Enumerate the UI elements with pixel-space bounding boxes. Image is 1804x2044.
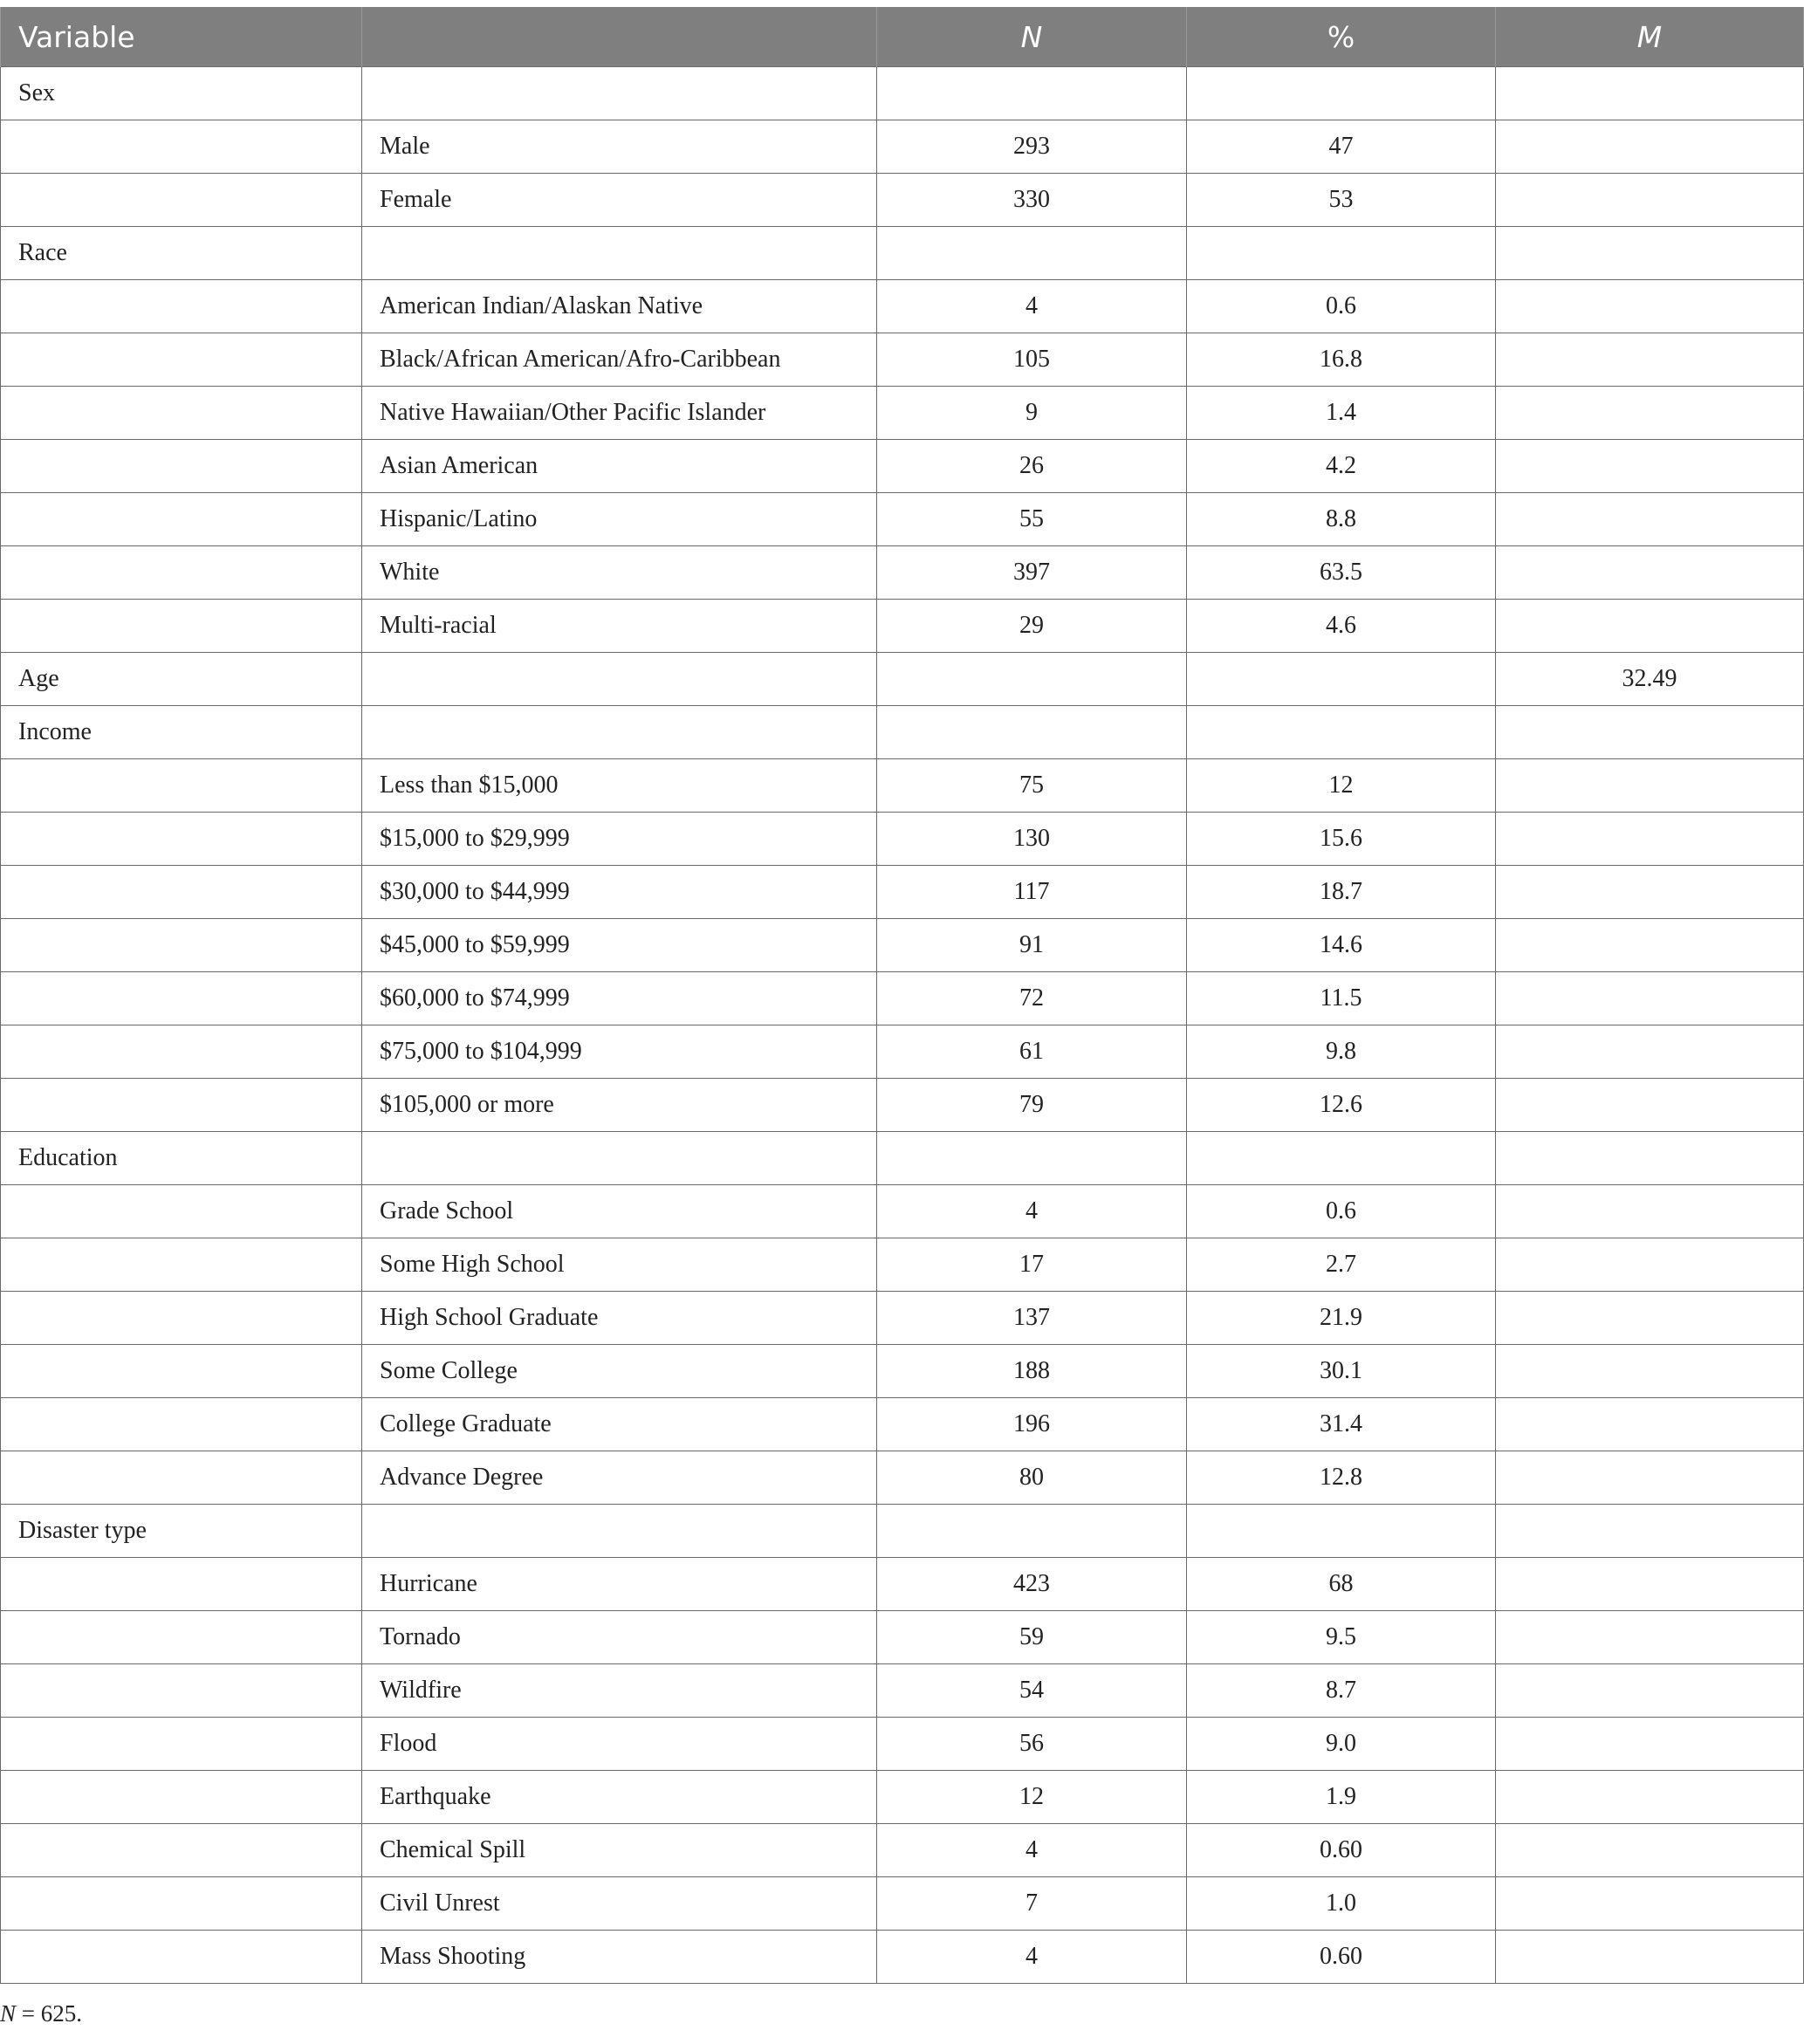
cell-percent: 8.7	[1187, 1664, 1496, 1718]
cell-percent: 30.1	[1187, 1345, 1496, 1398]
cell-percent	[1187, 653, 1496, 706]
table-row	[1, 174, 1804, 227]
cell-n: 55	[877, 493, 1187, 546]
cell-variable	[1, 440, 362, 493]
cell-percent: 12.8	[1187, 1451, 1496, 1505]
table-row	[1, 67, 1804, 120]
cell-n: 75	[877, 759, 1187, 813]
cell-mean	[1496, 1025, 1804, 1079]
cell-subcategory: $45,000 to $59,999	[362, 919, 877, 972]
table-row	[1, 1718, 1804, 1771]
cell-mean	[1496, 1558, 1804, 1611]
cell-subcategory: Hurricane	[362, 1558, 877, 1611]
table-row	[1, 1185, 1804, 1238]
cell-subcategory: Flood	[362, 1718, 877, 1771]
cell-mean	[1496, 1292, 1804, 1345]
cell-percent: 12	[1187, 759, 1496, 813]
cell-percent: 0.6	[1187, 280, 1496, 333]
cell-percent: 14.6	[1187, 919, 1496, 972]
cell-variable	[1, 866, 362, 919]
table-row	[1, 1132, 1804, 1185]
demographics-table	[0, 7, 1804, 1984]
cell-percent: 0.60	[1187, 1931, 1496, 1984]
cell-percent: 15.6	[1187, 813, 1496, 866]
cell-mean	[1496, 706, 1804, 759]
cell-mean	[1496, 1132, 1804, 1185]
cell-variable	[1, 546, 362, 600]
cell-variable	[1, 1398, 362, 1451]
cell-subcategory: Female	[362, 174, 877, 227]
cell-subcategory: Civil Unrest	[362, 1877, 877, 1931]
cell-mean	[1496, 1238, 1804, 1292]
table-row	[1, 493, 1804, 546]
cell-percent: 12.6	[1187, 1079, 1496, 1132]
cell-mean	[1496, 280, 1804, 333]
table-row	[1, 653, 1804, 706]
cell-subcategory: Hispanic/Latino	[362, 493, 877, 546]
cell-mean	[1496, 1185, 1804, 1238]
cell-subcategory: Advance Degree	[362, 1451, 877, 1505]
cell-percent: 4.6	[1187, 600, 1496, 653]
cell-percent	[1187, 706, 1496, 759]
cell-variable	[1, 493, 362, 546]
cell-variable	[1, 120, 362, 174]
cell-variable	[1, 1025, 362, 1079]
cell-mean	[1496, 174, 1804, 227]
cell-subcategory: Tornado	[362, 1611, 877, 1664]
cell-variable	[1, 1877, 362, 1931]
table-row	[1, 866, 1804, 919]
header-row	[1, 7, 1804, 67]
cell-percent: 21.9	[1187, 1292, 1496, 1345]
cell-n	[877, 653, 1187, 706]
table-footnote	[0, 2000, 82, 2027]
cell-variable: Age	[1, 653, 362, 706]
table-row	[1, 1025, 1804, 1079]
table-row	[1, 1824, 1804, 1877]
cell-mean	[1496, 1824, 1804, 1877]
cell-subcategory: High School Graduate	[362, 1292, 877, 1345]
cell-variable	[1, 1824, 362, 1877]
table-header	[1, 7, 1804, 67]
cell-percent: 4.2	[1187, 440, 1496, 493]
demographics-table-container	[0, 7, 1803, 1984]
table-row	[1, 1451, 1804, 1505]
table-row	[1, 440, 1804, 493]
cell-n: 80	[877, 1451, 1187, 1505]
header-subcategory	[362, 7, 877, 67]
cell-subcategory: Black/African American/Afro-Caribbean	[362, 333, 877, 387]
table-row	[1, 1877, 1804, 1931]
cell-variable	[1, 1292, 362, 1345]
cell-n: 105	[877, 333, 1187, 387]
table-row	[1, 706, 1804, 759]
cell-n	[877, 227, 1187, 280]
cell-mean	[1496, 227, 1804, 280]
cell-n: 293	[877, 120, 1187, 174]
cell-subcategory: Asian American	[362, 440, 877, 493]
cell-n	[877, 1505, 1187, 1558]
cell-subcategory	[362, 1505, 877, 1558]
table-row	[1, 387, 1804, 440]
cell-mean	[1496, 866, 1804, 919]
cell-mean	[1496, 546, 1804, 600]
cell-mean	[1496, 1931, 1804, 1984]
cell-variable: Income	[1, 706, 362, 759]
cell-subcategory: Some College	[362, 1345, 877, 1398]
cell-subcategory: American Indian/Alaskan Native	[362, 280, 877, 333]
cell-variable	[1, 1079, 362, 1132]
cell-mean	[1496, 1664, 1804, 1718]
cell-subcategory: $75,000 to $104,999	[362, 1025, 877, 1079]
cell-variable	[1, 759, 362, 813]
cell-variable: Sex	[1, 67, 362, 120]
table-row	[1, 813, 1804, 866]
cell-subcategory	[362, 1132, 877, 1185]
table-row	[1, 1505, 1804, 1558]
cell-subcategory: Some High School	[362, 1238, 877, 1292]
cell-percent: 18.7	[1187, 866, 1496, 919]
cell-percent: 9.5	[1187, 1611, 1496, 1664]
cell-percent: 1.4	[1187, 387, 1496, 440]
cell-mean	[1496, 67, 1804, 120]
cell-variable	[1, 972, 362, 1025]
cell-percent: 68	[1187, 1558, 1496, 1611]
cell-variable	[1, 1451, 362, 1505]
table-row	[1, 227, 1804, 280]
table-row	[1, 972, 1804, 1025]
cell-n: 72	[877, 972, 1187, 1025]
table-row	[1, 1664, 1804, 1718]
cell-mean	[1496, 813, 1804, 866]
cell-mean	[1496, 919, 1804, 972]
cell-variable	[1, 280, 362, 333]
cell-variable	[1, 333, 362, 387]
table-row	[1, 546, 1804, 600]
cell-mean	[1496, 333, 1804, 387]
cell-mean	[1496, 1505, 1804, 1558]
cell-mean	[1496, 120, 1804, 174]
cell-n: 130	[877, 813, 1187, 866]
cell-subcategory: Grade School	[362, 1185, 877, 1238]
table-row	[1, 1398, 1804, 1451]
cell-percent: 0.60	[1187, 1824, 1496, 1877]
footnote-symbol: N	[0, 2000, 17, 2027]
cell-n: 117	[877, 866, 1187, 919]
cell-percent: 16.8	[1187, 333, 1496, 387]
cell-n: 12	[877, 1771, 1187, 1824]
cell-variable	[1, 1611, 362, 1664]
cell-mean	[1496, 387, 1804, 440]
cell-n: 91	[877, 919, 1187, 972]
cell-n: 4	[877, 1824, 1187, 1877]
header-variable: Variable	[1, 7, 362, 67]
cell-percent: 11.5	[1187, 972, 1496, 1025]
cell-subcategory	[362, 706, 877, 759]
cell-subcategory	[362, 653, 877, 706]
table-row	[1, 120, 1804, 174]
cell-n: 4	[877, 280, 1187, 333]
cell-n: 17	[877, 1238, 1187, 1292]
cell-variable	[1, 919, 362, 972]
cell-n: 7	[877, 1877, 1187, 1931]
cell-subcategory	[362, 227, 877, 280]
cell-variable	[1, 1771, 362, 1824]
table-row	[1, 919, 1804, 972]
cell-variable	[1, 1931, 362, 1984]
cell-variable	[1, 600, 362, 653]
cell-mean	[1496, 972, 1804, 1025]
cell-n: 26	[877, 440, 1187, 493]
cell-percent: 63.5	[1187, 546, 1496, 600]
table-row	[1, 333, 1804, 387]
cell-variable	[1, 1185, 362, 1238]
table-row	[1, 1931, 1804, 1984]
cell-subcategory: Wildfire	[362, 1664, 877, 1718]
cell-subcategory: $105,000 or more	[362, 1079, 877, 1132]
cell-n: 54	[877, 1664, 1187, 1718]
cell-mean	[1496, 1771, 1804, 1824]
cell-n: 61	[877, 1025, 1187, 1079]
cell-mean	[1496, 440, 1804, 493]
cell-n: 59	[877, 1611, 1187, 1664]
table-row	[1, 1238, 1804, 1292]
cell-subcategory: Native Hawaiian/Other Pacific Islander	[362, 387, 877, 440]
cell-percent: 0.6	[1187, 1185, 1496, 1238]
cell-subcategory: Male	[362, 120, 877, 174]
cell-percent: 2.7	[1187, 1238, 1496, 1292]
cell-variable	[1, 813, 362, 866]
cell-percent: 1.9	[1187, 1771, 1496, 1824]
cell-variable	[1, 387, 362, 440]
cell-variable	[1, 1718, 362, 1771]
table-row	[1, 600, 1804, 653]
cell-mean	[1496, 1079, 1804, 1132]
cell-percent: 8.8	[1187, 493, 1496, 546]
header-n: N	[877, 7, 1187, 67]
cell-n: 4	[877, 1931, 1187, 1984]
cell-variable	[1, 1558, 362, 1611]
cell-percent: 1.0	[1187, 1877, 1496, 1931]
cell-subcategory: Mass Shooting	[362, 1931, 877, 1984]
cell-n: 29	[877, 600, 1187, 653]
cell-percent	[1187, 1132, 1496, 1185]
cell-mean	[1496, 1611, 1804, 1664]
cell-n: 397	[877, 546, 1187, 600]
cell-variable: Race	[1, 227, 362, 280]
cell-subcategory: $60,000 to $74,999	[362, 972, 877, 1025]
table-row	[1, 1292, 1804, 1345]
cell-n	[877, 67, 1187, 120]
cell-percent: 9.0	[1187, 1718, 1496, 1771]
cell-n: 56	[877, 1718, 1187, 1771]
table-body	[1, 67, 1804, 1984]
cell-subcategory: White	[362, 546, 877, 600]
table-row	[1, 1345, 1804, 1398]
cell-percent: 9.8	[1187, 1025, 1496, 1079]
cell-subcategory: College Graduate	[362, 1398, 877, 1451]
cell-percent	[1187, 1505, 1496, 1558]
cell-n: 79	[877, 1079, 1187, 1132]
cell-percent	[1187, 67, 1496, 120]
cell-subcategory: Multi-racial	[362, 600, 877, 653]
cell-percent: 31.4	[1187, 1398, 1496, 1451]
cell-mean	[1496, 600, 1804, 653]
cell-subcategory: $30,000 to $44,999	[362, 866, 877, 919]
cell-mean	[1496, 1877, 1804, 1931]
cell-percent: 53	[1187, 174, 1496, 227]
table-row	[1, 1079, 1804, 1132]
cell-n: 188	[877, 1345, 1187, 1398]
cell-n	[877, 1132, 1187, 1185]
cell-mean	[1496, 493, 1804, 546]
header-percent: %	[1187, 7, 1496, 67]
cell-mean	[1496, 1398, 1804, 1451]
cell-variable: Disaster type	[1, 1505, 362, 1558]
cell-n: 4	[877, 1185, 1187, 1238]
cell-variable	[1, 174, 362, 227]
footnote-text: = 625.	[16, 2000, 82, 2027]
cell-mean	[1496, 1451, 1804, 1505]
cell-variable	[1, 1345, 362, 1398]
cell-variable	[1, 1238, 362, 1292]
cell-n: 423	[877, 1558, 1187, 1611]
cell-n: 196	[877, 1398, 1187, 1451]
cell-mean	[1496, 1718, 1804, 1771]
cell-variable: Education	[1, 1132, 362, 1185]
header-mean: M	[1496, 7, 1804, 67]
cell-subcategory: $15,000 to $29,999	[362, 813, 877, 866]
cell-subcategory: Chemical Spill	[362, 1824, 877, 1877]
cell-percent: 47	[1187, 120, 1496, 174]
cell-n	[877, 706, 1187, 759]
cell-n: 330	[877, 174, 1187, 227]
cell-subcategory: Earthquake	[362, 1771, 877, 1824]
table-row	[1, 1558, 1804, 1611]
table-row	[1, 1771, 1804, 1824]
cell-n: 9	[877, 387, 1187, 440]
cell-n: 137	[877, 1292, 1187, 1345]
cell-percent	[1187, 227, 1496, 280]
table-row	[1, 280, 1804, 333]
cell-subcategory: Less than $15,000	[362, 759, 877, 813]
table-row	[1, 759, 1804, 813]
cell-mean: 32.49	[1496, 653, 1804, 706]
cell-mean	[1496, 759, 1804, 813]
table-row	[1, 1611, 1804, 1664]
cell-subcategory	[362, 67, 877, 120]
cell-mean	[1496, 1345, 1804, 1398]
cell-variable	[1, 1664, 362, 1718]
